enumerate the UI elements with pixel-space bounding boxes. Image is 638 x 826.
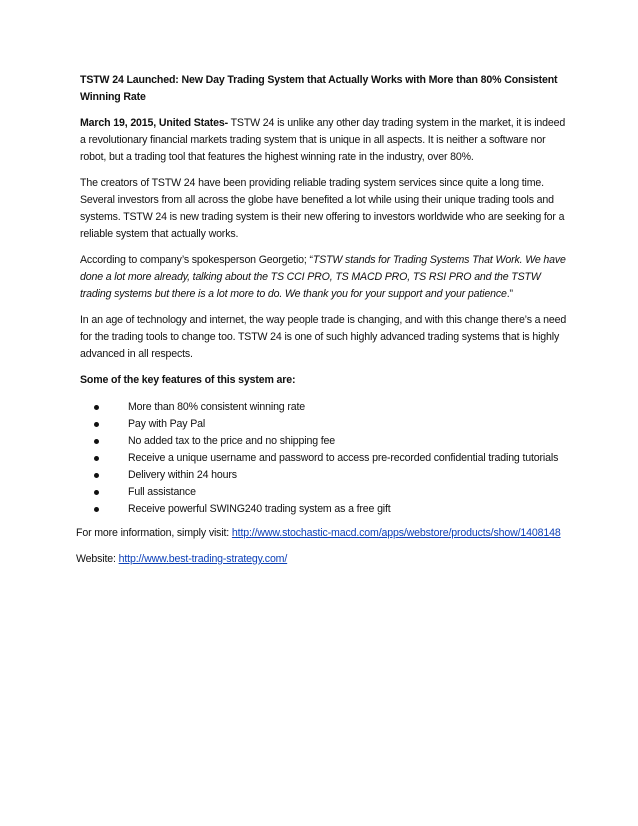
features-heading: Some of the key features of this system are: [80,374,296,386]
press-release-title: TSTW 24 Launched: New Day Trading System that Actually Works with More than 80% Consistent Winning Rate [80,74,558,103]
list-item [94,484,570,501]
website-paragraph [76,551,570,568]
more-info-paragraph [76,525,570,542]
bullet-icon [94,405,99,410]
dateline: March 19, 2015, United States- [80,117,228,129]
intro-text: TSTW 24 is unlike any other day trading system in the market, it is indeed a revolutionary financial markets trading system that is unique in all aspects. It is neither a software nor robot, but a trading tool that features the highest winning rate in the industry, over 80%. [80,117,566,163]
website-label: Website: [76,553,119,565]
technology-paragraph: In an age of technology and internet, the way people trade is changing, and with this change there’s a need for the trading tools to change too. TSTW 24 is one of such highly advanced trading systems that is highly advanced in all respects. [80,314,567,360]
more-info-label: For more information, simply visit: [76,527,232,539]
feature-text: Pay with Pay Pal [128,418,206,430]
list-item [94,501,570,518]
feature-text: Delivery within 24 hours [128,469,237,481]
bullet-icon [94,507,99,512]
press-release [76,72,570,577]
quote-paragraph [80,252,570,303]
spokesperson-quote: TSTW stands for Trading Systems That Work. We have done a lot more already, talking about the TS CCI PRO, TS MACD PRO, TS RSI PRO and the TSTW trading systems but there is a lot more to do. We thank you for your support and your patience [80,254,566,300]
bullet-icon [94,490,99,495]
list-item [94,416,570,433]
list-item [94,399,570,416]
quote-intro: According to company’s spokesperson Georgetio; “ [80,254,313,266]
feature-text: Receive a unique username and password to access pre-recorded confidential trading tutorials [128,452,559,464]
creators-paragraph: The creators of TSTW 24 have been providing reliable trading system services since quite a long time. Several investors from all across the globe have benefited a lot while using their unique trading tools and systems. TSTW 24 is new trading system is their new offering to investors worldwide who are seeking for a reliable system that actually works. [80,177,565,240]
list-item [94,450,570,467]
website-link[interactable]: http://www.best-trading-strategy.com/ [118,553,288,565]
bullet-icon [94,422,99,427]
feature-text: Receive powerful SWING240 trading system as a free gift [128,503,391,515]
webstore-link[interactable]: http://www.stochastic-macd.com/apps/webstore/products/show/1408148 [231,527,561,539]
feature-text: Full assistance [128,486,196,498]
feature-text: More than 80% consistent winning rate [128,401,306,413]
bullet-icon [94,473,99,478]
feature-text: No added tax to the price and no shipping fee [128,435,336,447]
list-item [94,433,570,450]
quote-outro: .” [506,288,513,300]
features-list [80,399,570,518]
bullet-icon [94,439,99,444]
intro-paragraph [80,115,570,166]
list-item [94,467,570,484]
bullet-icon [94,456,99,461]
